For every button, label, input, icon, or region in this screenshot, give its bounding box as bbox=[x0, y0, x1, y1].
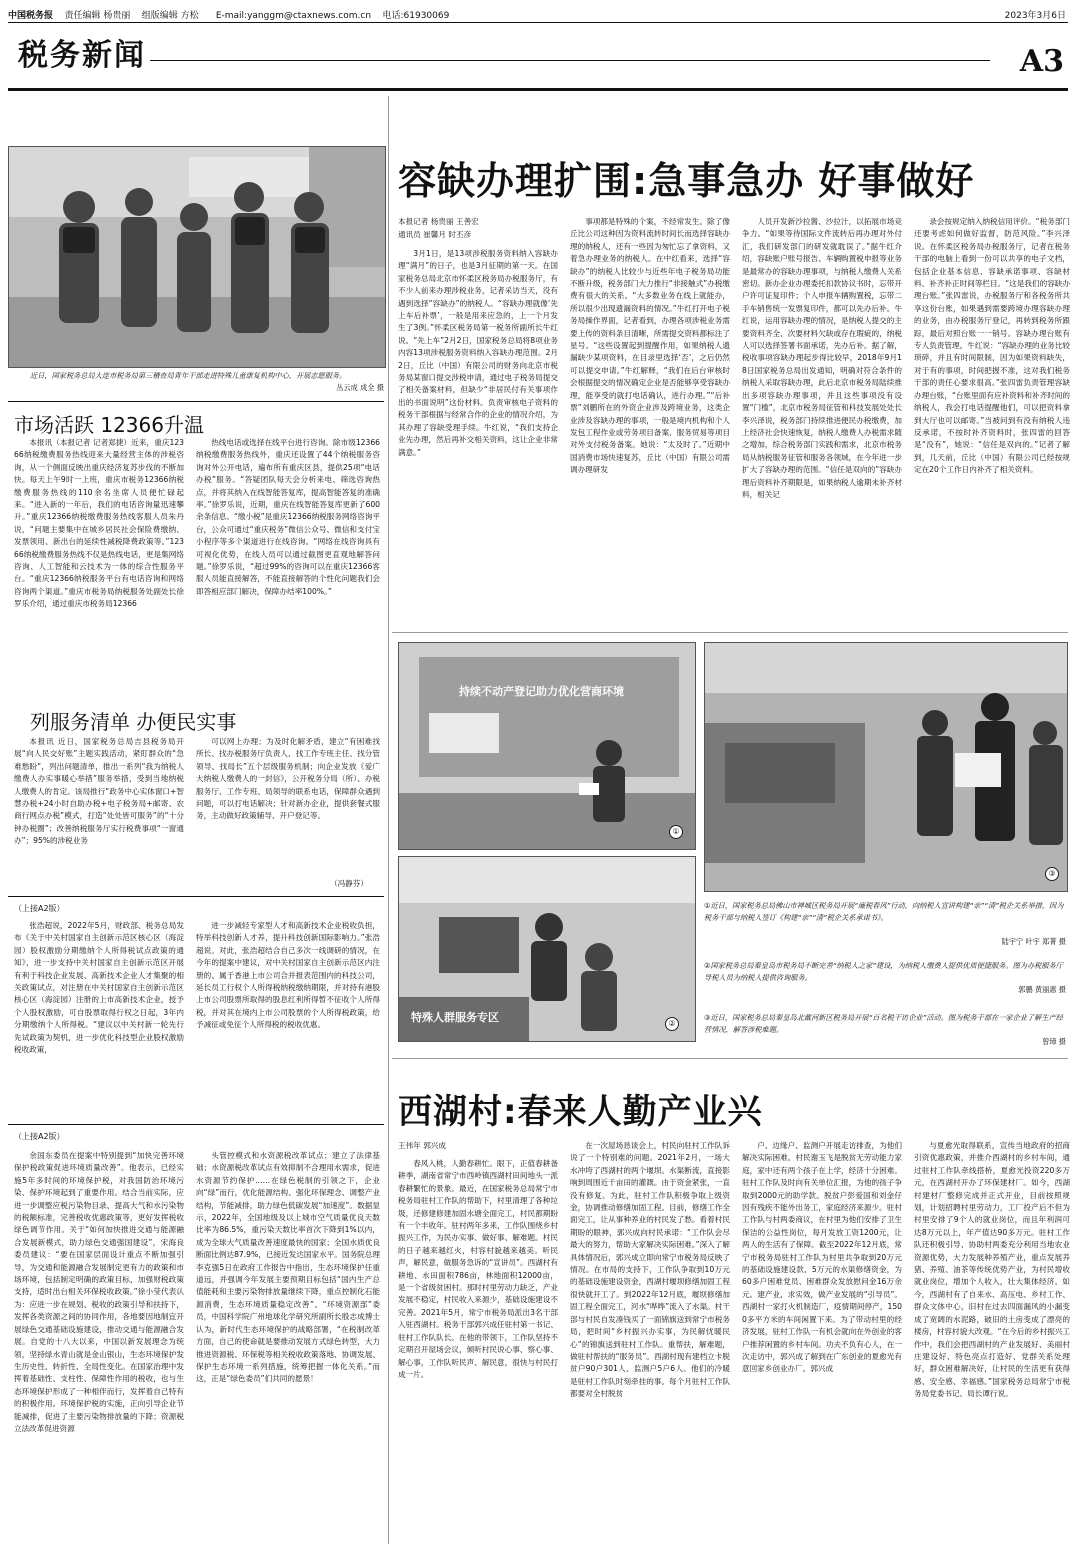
cont2-col-2-text: 头管控模式和水资源税改革试点；建立了法律基础；水资源税改革试点有效抑制不合理用水需求，促进水资源节约保护……在绿色税制的引领之下，企业向“绿”而行，优化能源结构、强化环保理念、调整产业结构，节能减排，助力绿色低碳发展“加速度”。数据显示，2022年，全国地级及以上城市空气质量优良天数比率为86.5%，重污染天数比率首次下降到1%以内，成为全球大气质量改善速度最快的国家；全国水质优良断面比例达87.9%，已接近发达国家水平。国务院总理李克强5日在政府工作报告中指出，生态环境保护任重道远，并强调今年发展主要预期目标包括“国内生产总值能耗和主要污染物排放量继续下降，重点控制化石能源消费，生态环境质量稳定改善”。“环境资源部”委员，中国科学院广州地球化学研究所副所长殷志成博士认为，新时代生态环境保护的战略部署，“在税制改革方面，自己的使命就是要推动发展方式绿色转型，大力推进资源税、环保税等相关税收政策落地、协调发展、保护生态环境一系列措施，统筹把握一体化关系。”而这，正是“绿色委员”们共同的愿景！ bbox=[196, 1151, 380, 1384]
volunteer-photo-illustration bbox=[9, 147, 385, 367]
service-col-1-text: 本报讯 近日，国家税务总局吉县税务局开展“向人民交好账”主题实践活动，紧盯群众的“急难愁盼”，列出问题清单，推出一系列“我为纳税人缴费人办实事暖心举措”服务举措，受到当地纳税人缴费人的肯定。该局推行“政务中心实体窗口+智慧办税+24小时自助办税+电子税务局+邮寄、农商行网点办税”模式，打造“处处皆可服务”的“十分钟办税圈”；改善纳税服务厅实行税费事项“一窗通办”；95%的涉税业务 bbox=[14, 737, 184, 846]
main-col-2-text: 事项都是特殊的个案，不经常发生。除了像丘比公司这种因为资料流转时间长而选择容缺办理的纳税人，还有一些因为匆忙忘了拿资料，又着急办理业务的纳税人。在中红看来，选择“容缺办”的纳税人比较少与近些年电子税务局功能不断升级，税务部门大力推行“非接触式”办税缴费有很大的关系。“大多数业务在线上就能办，所以很少出现遗漏资料的情况。”牛红打开电子税务局操作界面，记者看到，办理各项涉税业务需要上传的资料条目清晰，所需提交资料都标注了星号。“这些设置起到提醒作用，如果纳税人遗漏缺少某项资料，在目录里选择‘否’，之后仍然可以提交申请。”牛红解释，“我们在后台审核时会根据提交的情况确定企业是否能够享受容缺办理，能享受的就打电话确认，进行办理。”“后补票”刘鹏所在的外资企业涉及跨境业务，这类企业涉及容缺办理的事项，一般是境内机构和个人发包工程作业或劳务项目备案、服务贸易等项目对外支付税务备案。她说：“太及时了。”近期中国消费市场快速复苏，丘比（中国）有限公司需调办理研发 bbox=[570, 217, 730, 475]
main-headline: 容缺办理扩围:急事急办 好事做好 bbox=[398, 159, 975, 203]
editor-name: 责任编辑 杨贵丽 bbox=[64, 11, 131, 21]
service-author: （冯静芬） bbox=[330, 879, 368, 888]
photo-caption-1: ①近日，国家税务总局佛山市禅城区税务局开展“廉税春风”行动，向纳税人宣讲构建“亲”“清”税企关系举措，因为税务干部与纳税人签订《构建“亲”“清”税企关系承诺书》。 bbox=[704, 901, 1064, 922]
cont1-rule bbox=[8, 896, 384, 897]
header-rule bbox=[8, 22, 1068, 23]
column-separator bbox=[388, 96, 389, 1544]
cont2-label: （上接A2版） bbox=[14, 1132, 65, 1141]
main-col-4 bbox=[914, 216, 1070, 622]
photo-2-sign: 特殊人群服务专区 bbox=[411, 1011, 499, 1024]
volunteer-photo bbox=[8, 146, 386, 368]
village-col-1 bbox=[398, 1158, 558, 1544]
market-col-2 bbox=[196, 437, 380, 697]
main-col-4-text: 录会按规定纳入纳税信用评价。“税务部门还要考虑如何做好监督，防范风险。”李兴泽说。在怀柔区税务局办税服务厅，记者在税务干部的电脑上看到一份可以共享的电子文档，包括企业基本信息、容缺承诺事项、容缺材料、补齐补正时间等栏目。“这是我们的容缺办理台账。”张四雷说，办税服务厅和各税务所共享这份台账，如果遇到需要跨境办理容缺办理的业务，由办税服务厅登记，再转到税务所跟踪，最后对照台账一一销号。容缺办理台账有专人负责管理。牛红说：“容缺办理的业务比较琐碎，并且有时间限制，因为如果资料缺失，对于有的事项，时间把握不准，这对我们税务干部的责任心要求很高。”张四雷负责管理容缺办理台账，“台账里面有应补资料和补齐时间的纳税人，我会打电话提醒他们，可以把资料拿到大厅也可以邮寄。”当被问到有没有纳税人违反承诺，不按时补齐资料时，张四雷的回答是“没有”，她说：“信任是双向的。”记者了解到，几天前，丘比（中国）有限公司已经按规定在20个工作日内补齐了相关资料。 bbox=[914, 217, 1070, 475]
photo-credit-2: 郭鹏 黄丽惠 摄 bbox=[1018, 985, 1066, 994]
market-top-rule bbox=[8, 401, 384, 402]
photo-credit-1: 陆宇宁 叶宇 郑菁 摄 bbox=[1001, 937, 1066, 946]
photo-3-marker: ③ bbox=[1045, 867, 1059, 881]
village-col-4 bbox=[914, 1140, 1070, 1544]
phone: 电话:61930069 bbox=[382, 11, 450, 21]
masthead-line bbox=[8, 8, 449, 21]
photo-caption-3: ③近日，国家税务总局秦皇岛北戴河新区税务局开展“百名税干访企业”活动。图为税务干部在一家企业了解生产经营情况，解答涉税难题。 bbox=[704, 1013, 1063, 1034]
main-col-3 bbox=[742, 216, 902, 622]
paper-name: 中国税务报 bbox=[8, 11, 54, 21]
market-col-2-text: 热线电话或选择在线平台进行咨询。除市级12366纳税缴费服务热线外，重庆还设置了44个纳税服务咨询对外公开电话，遍布所有重庆区县，提供25项“电话办税”服务。“答疑团队每天会分析来电、筛选咨询热点，并将其纳入在线智能答复库，提高智能答复的准确率。”徐罗乐说，近期，重庆在线智能答复库更新了600余条信息。“缴小税”是重庆12366纳税服务网络咨询平台，公众可通过“重庆税务”微信公众号、微信和支付宝小程序等多个渠道进行在线咨询。“网络在线咨询具有可视化优势，在线人员可以通过截图更直观地解答问题。”徐罗乐说，“超过99%的咨询可以在重庆12366客服人员能直接解答，不能直接解答的个性化问题我们会即答相应部门解决，保障办结率100%。” bbox=[196, 438, 380, 596]
market-col-1-text: 本报讯（本报记者 记者郑捷）近来，重庆12366纳税缴费服务热线迎来大量经营主体的涉税咨询，从一个侧面反映出重庆经济复苏步伐的不断加快。每天上午9时一上班，重庆市税务12366纳税缴费服务热线的110余名坐席人员便忙碌起来。“进入新的一年后，我们的电话咨询量迅速攀升。”重庆12366纳税缴费服务热线客服人员朱丹说，“问题主要集中在城乡居民社会保险费缴纳、发票领用、新出台的延续性减税降费政策等。”12366纳税缴费服务热线不仅是热线电话，更是集网络咨询、人工智能和云技术为一体的综合性服务平台。“重庆12366纳税服务平台有电话咨询和网络咨询两个渠道。”重庆市税务局纳税服务处副处长徐罗乐介绍，通过重庆市税务局12366 bbox=[14, 438, 184, 609]
volunteer-credit: 丛云成 成全 摄 bbox=[336, 383, 384, 392]
photo-1-illustration bbox=[399, 643, 695, 849]
village-col-2 bbox=[570, 1140, 730, 1544]
section-title: 税务新闻 bbox=[18, 38, 146, 73]
photo-credit-3: 曾璋 摄 bbox=[1042, 1037, 1066, 1046]
market-title: 市场活跃 12366升温 bbox=[14, 413, 204, 437]
village-top-rule bbox=[392, 1058, 1068, 1059]
market-col-1 bbox=[14, 437, 184, 697]
photo-2-marker: ② bbox=[665, 1017, 679, 1031]
photo-1-banner: 持续不动产登记助力优化营商环境 bbox=[459, 685, 624, 698]
main-col-3-text: 人员开发新沙拉酱、沙拉汁，以拓展市场竞争力。“如果等待国际文件流转后再办理对外付汇，我们研发部门的研发就耽误了。”据牛红介绍，容缺账户账号报告、车辆购置税申报等业务是最常办的容缺办理事项，与纳税人缴费人关系密切。新办企业办理委托扣款协议书时，忘带开户许可证复印件；个人申报车辆购置税，忘带二手车销售统一发票复印件，都可以先办后补。牛红说，运用容缺办理的情况，是纳税人提交的主要资料齐全、次要材料欠缺或存在瑕疵的，纳税人可以选择签署书面承诺，先办后补。据了解，税收事项容缺办理起步得比较早，2018年9月18日国家税务总局出发通知，明确对符合条件的纳税人采取容缺办理，此后北京市税务局陆续推出多项容缺办理事项，并且这些事项没有设置“门槛”，北京市税务局征管和科技发展处处长李兴泽说，税务部门持续推进便民办税缴费，加上经济社会快速恢复，纳税人缴费人办税需求随之增加，综合税务部门实践和需求，北京市税务局从纳税服务征管和服务各领域，在今年进一步扩大了容缺办理的范围。“信任是双向的”容缺办理后资料补齐期限是，如果纳税人逾期未补齐材料，相关记 bbox=[742, 217, 902, 499]
cont2-rule bbox=[8, 1124, 384, 1125]
photo-1-marker: ① bbox=[669, 825, 683, 839]
village-col-3 bbox=[742, 1140, 902, 1544]
cont1-col-1 bbox=[14, 920, 184, 1116]
service-col-2 bbox=[196, 736, 380, 878]
service-title: 列服务清单 办便民实事 bbox=[30, 710, 237, 734]
photo-caption-2: ②国家税务总局秦皇岛市税务局不断完善“纳税人之家”建设，为纳税人缴费人提供优质便捷服务。图为办税服务厅导税人员为纳税人提供咨询服务。 bbox=[704, 961, 1063, 982]
main-byline-2: 通讯员 崔馨月 时丕彦 bbox=[398, 230, 472, 239]
cont2-col-2 bbox=[196, 1150, 380, 1544]
cont2-col-1 bbox=[14, 1150, 184, 1544]
header-thick-rule bbox=[8, 88, 1068, 91]
main-col-1 bbox=[398, 248, 558, 622]
issue-date: 2023年3月6日 bbox=[1004, 11, 1066, 21]
main-col-2 bbox=[570, 216, 730, 622]
village-col-3-text: 户、边缘户、监测户开展走访排查，为他们解决实际困难。村民谢玉飞是脱贫无劳动能力家庭，家中还有两个孩子在上学，经济十分困难。驻村工作队及时向有关单位汇报，为他的孩子争取到2000元的助学款。脱贫户彭爱国和刘金仔因有残疾不能外出务工，家庭经济来源少。驻村工作队与村两委商议，在村里为他们安排了卫生保洁的公益性岗位，每月发放工资1200元，让两人的生活有了保障。截至2022年12月底，常宁市税务局驻村工作队为村里共争取到20万元的基础设施建设款、5万元的水渠修缮资金，为60多户困难党员、困难群众发放慰问金16万余元。建产业，求实效，做产业发展的“引导员”。西湖村一家打火机制造厂，疫情期间停产，1500多平方米的车间闲置下来。为了带动村里的经济发展，驻村工作队一有机会就向在外创业的客户推荐闲置的乡村车间。功夫不负有心人，在一次走访中，郭兴成了解到在广东创业的夏愈光有意回家乡创业办厂。郭兴成 bbox=[742, 1141, 902, 1374]
volunteer-caption: 近日，国家税务总局大连市税务局第三稽查局青年干部走进特殊儿童康复机构中心，开展志愿服务。 bbox=[30, 371, 347, 380]
village-col-4-text: 与夏愈光取得联系，宣传当地政府的招商引资优惠政策，并推介西湖村的乡村车间，通过驻村工作队牵线搭桥，夏愈光投资220多万元，在西湖村开办了环保建材厂。如今，西湖村建材厂整修完成并正式开业，目前按照规划，计划招聘村里劳动力，工厂投产后不但为村里安排了9个人的就业岗位，而且年利润可达8万元以上，年产值达90多万元。驻村工作队还积极引导、协助村两委充分利用当地农业资源优势，大力发展种养殖产业，重点发展养猪、养殖、油茶等传统优势产业，为村民增收就业岗位，增加个人收入，壮大集体经济。如今，西湖村有了自来水、高压电、乡村工作、群众文体中心，旧村在过去四面漏风的小漏变成了宽阔的水泥路，破旧的土房变成了漂亮的楼房，村容村貌大改观。“在今后的乡村振兴工作中，我们会把西湖村的产业发展好、美丽村庄建设好、特色亮点打造好、党群关系处理好，群众困难解决好，让村民的生活更有获得感、安全感、幸福感。”国家税务总局常宁市税务局党委书记、局长谭行说。 bbox=[914, 1141, 1070, 1399]
email: E-mail:yanggm@ctaxnews.com.cn bbox=[215, 11, 372, 21]
cont1-label: （上接A2版） bbox=[14, 904, 65, 913]
village-col-1-text: 春风入桃，人勤春耕忙。眼下，正值春耕备耕季，湖南省常宁市西岭镇西湖村田间地头一派春耕繁忙的景象。最近，在国家税务总局常宁市税务局驻村工作队的帮助下，村里清理了各种垃圾，还修建修建加固水塘全面完工，村民都期盼有一个丰收年。驻村两年多来，工作队围绕乡村振兴工作，为民办实事、做好事、解难题。村民的日子越来越红火，村容村貌越来越美。听民声，解民意，做服务急诉的“宣讲员”。西湖村有耕地、水田面积786亩，林地面积12000亩，是一个省级贫困村。那时村里劳动力缺乏，产业发展不稳定，村民收入来源少，基础设施建设不完善。2021年5月，常宁市税务局派出3名干部入驻西湖村。税务干部郭兴成任驻村第一书记、驻村工作队队长。在他的带领下，工作队坚持不定期召开屋场会议，倾听村民说心事、察心事、解心事，工作队听民声、解民意，很快与村民打成一片。 bbox=[398, 1159, 558, 1379]
service-col-2-text: 可以网上办理；为及时化解矛盾，建立“有困难找所长、找办税服务厅负责人、找工作专班主任、找分管领导、找局长”五个层级服务机制；向企业发放《爱广大纳税人缴费人的一封信》，公开税务分局（所）、办税服务厅、工作专班、局领导的联系电话，保障群众遇到问题，可以打电话解决；针对新办企业，提供套餐式服务，主动做好政策辅导、开户登记等。 bbox=[196, 737, 380, 821]
photo-top-rule bbox=[392, 632, 1068, 633]
photo-1 bbox=[398, 642, 696, 850]
cont1-col-2-text: 进一步减轻专家型人才和高新技术企业税收负担，特举科技创新人才养，提升科技创新国际影响力。”张浩超说。对此，张浩超结合自己多次一线调研的情况，在今年的提案中建议，对中关村国家自主创新示范区内注册的、属于香港上市公司合并报表范围内的科技公司，延长员工行权个人所得税纳税缴纳期限，并对持有港股上市公司股票所取得的股息红利所得暂不征收个人所得税，并对其在境内上市公司股票的个人所得税政策，给予减征或免征个人所得税的税收优惠。 bbox=[196, 921, 380, 1030]
village-col-2-text: 在一次屋场恳谈会上，村民向驻村工作队诉说了一个特别难的问题。2021年2月，一场大水冲垮了西湖村的两个堰坝。水渠断流，直接影响到周围近千亩田的灌溉。由于资金紧张，一直没有修复。为此，驻村工作队积极争取上级资金，协调推动修缮加固工程。目前，修缮工作全面完工，让从事种养业的村民发了愁。看着村民期盼的眼神，郭兴成向村民承诺：“工作队会尽最大的努力，帮助大家解决实际困难。”深入了解具体情况后，郭兴成立即向常宁市税务局反映了情况。在市局的支持下，工作队争取到10万元的基础设施建设资金，西湖村堰坝修缮加固工程很快就开工了。到2022年12月底，堰坝修缮加固工程全面完工，河水“哗哗”流入了水渠。村干部与村民自发凑钱买了一面锦旗送到常宁市税务局，把时间“乡村振兴办实事，为民解忧暖民心”的锦旗送到驻村工作队。重帮扶，解难题，做驻村帮扶的“服务员”。西湖村现有建档立卡脱贫户90户301人、监测户5户6人。他们的冷暖是驻村工作队时刻牵挂的事。每个月驻村工作队都要对全村脱贫 bbox=[570, 1141, 730, 1399]
service-col-1 bbox=[14, 736, 184, 890]
village-headline: 西湖村:春来人勤产业兴 bbox=[398, 1092, 763, 1132]
section-rule bbox=[150, 60, 990, 61]
cont1-col-2 bbox=[196, 920, 380, 1116]
designer-name: 组版编辑 方松 bbox=[141, 11, 199, 21]
main-byline-1: 本报记者 杨贵丽 王善宏 bbox=[398, 217, 479, 226]
photo-2 bbox=[398, 856, 696, 1042]
photo-3 bbox=[704, 642, 1068, 892]
page-number: A3 bbox=[1019, 44, 1064, 79]
cont1-col-1-text: 张浩超说，2022年5月，财政部、税务总局发布《关于中关村国家自主创新示范区核心区（海淀园）股权激励分期缴纳个人所得税试点政策的通知》，进一步支持中关村国家自主创新示范区开展有利于科技企业发展、高新技术企业人才集聚的相关政策试点，对注册在中关村国家自主创新示范区核心区（海淀园）注册的上市高新技术企业，授予个人股权激励，可自股票取得行权之日起，3年内分期缴纳个人所得税。“建议以中关村新一轮先行先试政策为契机，进一步优化科技型企业股权激励税收政策， bbox=[14, 921, 184, 1055]
cont2-col-1-text: 余国东委员在提案中特别提到“加快完善环境保护税政策促进环境质量改善”。他表示，已经实施5年多时间的环境保护税，对我国防治环境污染、保护环境起到了重要作用。结合当前实际，应进一步调整应税污染物目录、提高大气和水污染物的税额标准，完善税收优惠政策等，更好发挥税收绿色调节作用。关于“如何加快推进交通与能源融合发展新模式，助力绿色交通强国建设”，宋海良委员建议：“要在国家层面设计重点不断加强引导，为交通和能源融合发展制定更有力的政策和市场环境，包括制定明确的政策目标，加强财税政策支持，适时出台相关环保税收政策。”徐小莹代表认为：应进一步在规划、税收的政策引导和扶持下，发挥各类资源之间的协同作用，各地要因地制宜开展绿色交通基础设施建设，推动交通与能源融合发展。自党的十八大以来，中国以新发展理念为统领，坚持绿水青山就是金山银山，生态环境保护发生历史性、转折性、全局性变化。在国家治理中发挥着基础性、支柱性、保障性作用的税收，也与生态环境保护形成了一种相伴而行，发挥着自己特有的积极作用。环境保护税的实施，正向引导企业节能减排，促进了主要污染物排放量的下降；资源税立法改革促进资源 bbox=[14, 1151, 184, 1433]
main-col-1-text: 3月1日，是13项涉税服务资料纳入容缺办理“满月”的日子，也是3月征期的第一天。在国家税务总局北京市怀柔区税务局办税服务厅，有不少人前来办理涉税业务，记者采访当天，没有遇到选择“容缺办”的纳税人。“容缺办理就像‘先上车后补票’，一般是用来应急的，上一个月发生了3例。”怀柔区税务局第一税务所副所长牛红说。“先上车”2月2日，国家税务总局将8项业务内容13项涉税服务资料纳入容缺办理范围。2月2日，丘比（中国）有限公司的财务向北京市税务局某窗口提交涉税申请，通过电子税务局提交了相关备案材料，但缺少“非居民付有关事项作出的书面说明”这份材料。负责审核电子资料的税务干部根据与经常合作的企业的情况介绍，为其办理了容缺受理手续。牛红说，“我们支持企业先办理，然后再补交相关资料，这让企业非常满意。” bbox=[398, 249, 558, 457]
village-byline: 王伟年 郭兴成 bbox=[398, 1141, 446, 1150]
photo-3-illustration bbox=[705, 643, 1067, 891]
